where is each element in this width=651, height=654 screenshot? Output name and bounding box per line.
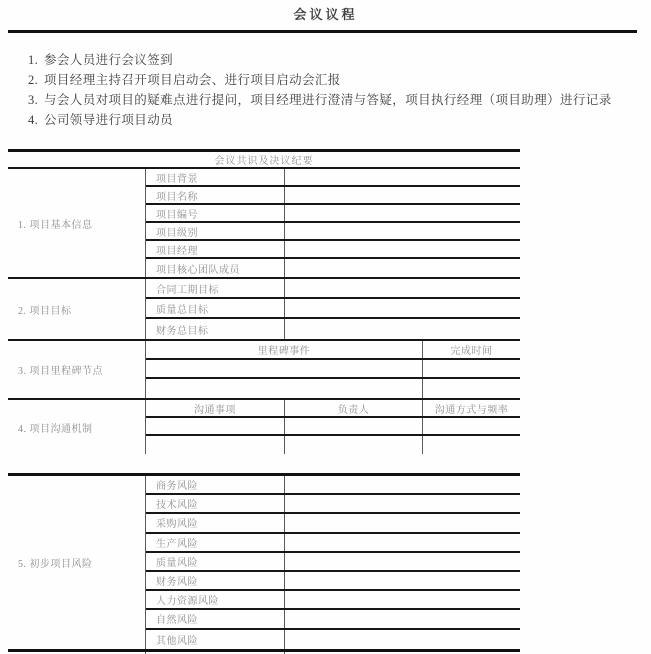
section-label: 4. 项目沟通机制: [8, 400, 146, 454]
risk-value-cell: [285, 610, 520, 627]
risk-table: [8, 473, 520, 652]
field-row: [146, 572, 520, 591]
section-communication: [8, 400, 520, 454]
risk-value-cell: [285, 514, 520, 531]
agenda-item: [28, 110, 643, 130]
field-row: [146, 495, 520, 514]
field-row: [146, 476, 520, 495]
field-value-cell: [285, 205, 520, 221]
empty-row: [146, 418, 520, 436]
field-row: [146, 299, 520, 319]
agenda-item: [28, 50, 643, 70]
risk-label-cell: 财务风险: [146, 572, 285, 589]
agenda-text: 公司领导进行项目动员: [44, 113, 174, 127]
section-label: 5. 初步项目风险: [8, 476, 146, 649]
field-value-cell: [285, 169, 520, 185]
field-label-cell: 项目级别: [146, 223, 285, 239]
empty-row: [146, 379, 520, 398]
communication-item-cell: [146, 436, 285, 454]
completion-time-cell: [423, 379, 520, 398]
field-value-cell: [285, 187, 520, 203]
field-row: [146, 279, 520, 299]
risk-label-cell: 其他风险: [146, 630, 285, 649]
method-frequency-cell: [423, 436, 520, 454]
agenda-text: 参会人员进行会议签到: [44, 53, 174, 67]
field-row: [146, 630, 520, 649]
agenda-item: [28, 90, 643, 110]
risk-value-cell: [285, 495, 520, 512]
risk-label-cell: 生产风险: [146, 534, 285, 551]
empty-row: [146, 360, 520, 379]
field-row: [146, 610, 520, 629]
risk-label-cell: 质量风险: [146, 553, 285, 570]
agenda-text: 项目经理主持召开项目启动会、进行项目启动会汇报: [44, 73, 341, 87]
communication-item-cell: [146, 418, 285, 434]
responsible-person-cell: [285, 418, 423, 434]
agenda-text: 与会人员对项目的疑难点进行提问，项目经理进行澄清与答疑，项目执行经理（项目助理）进行记录: [44, 93, 612, 107]
field-label-cell: 质量总目标: [146, 299, 285, 317]
field-label-cell: 项目核心团队成员: [146, 259, 285, 277]
field-row: [146, 205, 520, 223]
field-row: [146, 187, 520, 205]
agenda-number: 2.: [28, 73, 39, 87]
completion-time-cell: [423, 360, 520, 377]
agenda-item: [28, 70, 643, 90]
field-value-cell: [285, 299, 520, 317]
field-value-cell: [285, 279, 520, 297]
field-row: [146, 553, 520, 572]
field-row: [146, 514, 520, 533]
field-row: [146, 534, 520, 553]
field-label-cell: 项目经理: [146, 241, 285, 257]
field-row: [146, 169, 520, 187]
milestone-event-cell: [146, 360, 423, 377]
field-value-cell: [285, 319, 520, 339]
agenda-list: [28, 50, 643, 130]
section-milestones: [8, 341, 520, 400]
field-row: [146, 241, 520, 259]
risk-label-cell: 自然风险: [146, 610, 285, 627]
empty-row: [146, 436, 520, 454]
section-label: 2. 项目目标: [8, 279, 146, 339]
field-label-cell: 项目背景: [146, 169, 285, 185]
field-label-cell: 合同工期目标: [146, 279, 285, 297]
field-value-cell: [285, 223, 520, 239]
column-header-row: [146, 341, 520, 360]
milestone-event-cell: [146, 379, 423, 398]
field-value-cell: [285, 241, 520, 257]
column-header: 沟通事项: [146, 400, 285, 416]
risk-value-cell: [285, 591, 520, 608]
field-label-cell: 财务总目标: [146, 319, 285, 339]
responsible-person-cell: [285, 436, 423, 454]
column-header: 里程碑事件: [146, 341, 423, 358]
column-header: 沟通方式与频率: [434, 404, 509, 416]
minutes-table-header: 会议共识及决议纪要: [8, 152, 520, 169]
section-label: 3. 项目里程碑节点: [8, 341, 146, 398]
field-row: [146, 223, 520, 241]
section-goals: [8, 279, 520, 341]
risk-label-cell: 技术风险: [146, 495, 285, 512]
doc-title: 会议议程: [293, 7, 358, 22]
column-header: 完成时间: [450, 346, 493, 357]
section-label: 1. 项目基本信息: [8, 169, 146, 277]
agenda-number: 3.: [28, 93, 39, 107]
risk-label-cell: 人力资源风险: [146, 591, 285, 608]
column-header: 负责人: [285, 400, 423, 416]
field-value-cell: [285, 259, 520, 277]
risk-value-cell: [285, 476, 520, 493]
field-row: [146, 591, 520, 610]
method-frequency-cell: [423, 418, 520, 434]
risk-value-cell: [285, 534, 520, 551]
agenda-number: 1.: [28, 53, 39, 67]
title-divider: [8, 30, 637, 33]
risk-value-cell: [285, 572, 520, 589]
column-header-row: [146, 400, 520, 418]
field-label-cell: 项目名称: [146, 187, 285, 203]
agenda-number: 4.: [28, 113, 39, 127]
risk-label-cell: 商务风险: [146, 476, 285, 493]
minutes-table: [8, 149, 520, 454]
section-basic-info: [8, 169, 520, 279]
field-row: [146, 259, 520, 277]
risk-label-cell: 采购风险: [146, 514, 285, 531]
risk-value-cell: [285, 553, 520, 570]
section-risks: [8, 476, 520, 649]
field-row: [146, 319, 520, 339]
risk-value-cell: [285, 630, 520, 649]
field-label-cell: 项目编号: [146, 205, 285, 221]
